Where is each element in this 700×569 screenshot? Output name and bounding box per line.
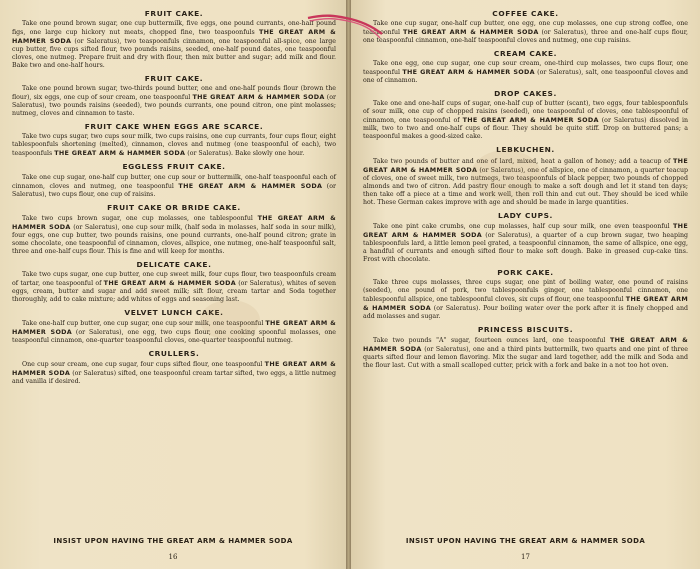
right-page (351, 0, 700, 569)
recipe-title: FRUIT CAKE. (144, 74, 204, 84)
recipe-text-segment: (or Saleratus), two cups flour, one cup of raisins. (12, 182, 336, 198)
left-page-number: 16 (168, 553, 178, 561)
recipe-text-segment: (or Saleratus), salt, one teaspoonful cloves and one of cinnamon. (363, 69, 688, 85)
recipe-text (363, 20, 688, 45)
recipe-title: COFFEE CAKE. (492, 9, 559, 18)
right-recipe-list (363, 10, 688, 370)
recipe-title: LADY CUPS. (498, 210, 553, 220)
recipe-text-segment: Take two cups sugar, two cups sour milk, two cups raisins, one cup currants, four cups flour, eight tablespoonfuls shortening (melted), cinnamon, cloves and nutmeg (one teaspoonful of each), two teaspoonfuls (12, 133, 336, 158)
recipe-text (363, 100, 688, 141)
brand-name: THE GREAT ARM & HAMMER SODA (363, 221, 688, 239)
brand-name: THE GREAT ARM & HAMMER SODA (462, 116, 599, 125)
recipe-text-segment: Take one cup sugar, one-half cup butter, one egg, one cup molasses, one cup strong coffee, one teaspoonful (363, 20, 688, 37)
recipe-text (12, 20, 336, 70)
recipe-title: EGGLESS FRUIT CAKE. (122, 162, 226, 172)
recipe-text-segment: (or Saleratus), one and a third pints buttermilk, two quarts and one pint of three quarts sifted flour and lemon flavoring. Mix the sugar and lard together, add the milk and Soda and the flour last. Cut with a small scalloped cutter, prick with a fork and bake in a not too hot oven. (363, 345, 688, 369)
recipe-text-segment: Take one pound brown sugar, one cup buttermilk, five eggs, one pound currants, one-half pound figs, one large cup hickory nut meats, chopped fine, two teaspoonfuls (12, 20, 336, 37)
recipe-text (12, 85, 336, 118)
recipe-text-segment: One cup sour cream, one cup sugar, four cups sifted flour, one teaspoonful (22, 361, 265, 369)
recipe-title: DELICATE CAKE. (136, 259, 212, 269)
recipe-text-segment: (or Saleratus), two pounds raisins (seeded), two pounds currants, one pound citron, one pint molasses; nutmeg, cloves and cinnamon to taste. (12, 94, 336, 118)
recipe-text-segment: (or Saleratus), one cup sour milk, (half soda in molasses, half soda in sour milk), four eggs, one cup butter, two pounds raisins, one pound currants, one-half pound citron; grate in some chocolate, one teaspoonful of cinnamon, cloves, allspice, one nutmeg, one-half teaspoonful salt, three and one-half cups flour. This is fine and will keep for months. (12, 223, 336, 255)
left-footer: INSIST UPON HAVING THE GREAT ARM & HAMMER SODA (53, 537, 293, 545)
recipe-text-segment: Take one and one-half cups of sugar, one-half cup of butter (scant), two eggs, four tablespoonfuls of sour milk, one cup of chopped raisins (seeded), one teaspoonful of cloves, one tablespoonful of cinnamon, one teaspoonful of (363, 100, 688, 125)
brand-name: THE GREAT ARM & HAMMER SODA (12, 360, 336, 378)
recipe-text-segment: Take one pint cake crumbs, one cup molasses, half cup sour milk, one even teaspoonful (373, 222, 674, 230)
recipe-title: DROP CAKES. (494, 89, 557, 99)
recipe-text (12, 360, 336, 386)
recipe-text (12, 174, 336, 199)
recipe-text (12, 319, 336, 345)
recipe-title: CRULLERS. (148, 348, 200, 358)
recipe-text-segment: Take two pounds "A" sugar, fourteen ounces lard, one teaspoonful (373, 336, 610, 344)
recipe-text-segment: (or Saleratus) sifted, one teaspoonful cream tartar sifted, two eggs, a little nutmeg and vanilla if desired. (12, 370, 336, 386)
recipe-text (363, 157, 688, 207)
brand-name: THE GREAT ARM & HAMMER SODA (402, 68, 535, 77)
brand-name: THE GREAT ARM & HAMMER SODA (12, 28, 337, 46)
recipe-text-segment: Take two cups brown sugar, one cup molasses, one tablespoonful (22, 214, 258, 222)
recipe-text-segment: (or Saleratus), two teaspoonfuls cinnamon, one teaspoonful all-spice, one large cup butter, five cups sifted flour, two pounds raisins, seeded, one-half pound dates, one teaspoonful cloves, one nutmeg. Prepare fruit and dry with flour, then mix butter and sugar; add milk and flour. Bake two and one-half hours. (12, 38, 336, 70)
recipe-text-segment: (or Saleratus). Bake slowly one hour. (185, 150, 305, 158)
brand-name: THE GREAT ARM & HAMMER SODA (363, 156, 688, 174)
recipe-text-segment: Take two cups sugar, one cup butter, one cup sweet milk, four cups flour, two teaspoonfuls cream of tartar, one teaspoonful of (12, 270, 336, 287)
recipe-text-segment: (or Saleratus), a quarter of a cup brown sugar, two heaping tablespoonfuls lard, a little lemon peel grated, a teaspoonful cinnamon, the same of allspice, one egg, a handful of currants and enough sifted flour to make soft dough. Bake in greased cup-cake tins. Frost with chocolate. (363, 231, 688, 263)
recipe-text (363, 336, 688, 370)
recipe-text-segment: Take three cups molasses, three cups sugar, one pint of boiling water, one pound of raisins (seeded), one pound of pork, two tablespoonfuls ginger, one tablespoonful cinnamon, one tablespoonful allspice, one tablespoonful cloves, six cups of flour, one teaspoonful (363, 278, 688, 303)
recipe-title: LEBKUCHEN. (496, 145, 555, 155)
left-recipe-list (12, 10, 336, 386)
recipe-text-segment: (or Saleratus), one egg, two cups flour, one cooking spoonful molasses, one teaspoonful cinnamon, one-quarter teaspoonful cloves, one-quarter teaspoonful nutmeg. (12, 328, 336, 344)
brand-name: THE GREAT ARM & HAMMER SODA (192, 93, 325, 102)
right-footer: INSIST UPON HAVING THE GREAT ARM & HAMMER SODA (405, 537, 646, 545)
recipe-text-segment: Take two pounds of butter and one of lard, mixed, heat a gallon of honey; add a teacup of (373, 157, 674, 165)
recipe-text (12, 214, 336, 256)
brand-name: THE GREAT ARM & HAMMER SODA (178, 181, 323, 190)
recipe-title: PORK CAKE. (497, 267, 554, 277)
brand-name: THE GREAT ARM & HAMMER SODA (402, 28, 539, 37)
recipe-text-segment: (or Saleratus). Pour boiling water over the pork after it is finely chopped and add molasses and sugar. (363, 304, 688, 320)
brand-name: THE GREAT ARM & HAMMER SODA (103, 278, 236, 287)
recipe-text (12, 133, 336, 158)
binding-thread (306, 12, 384, 42)
brand-name: THE GREAT ARM & HAMMER SODA (363, 335, 688, 353)
recipe-title: FRUIT CAKE OR BRIDE CAKE. (107, 202, 241, 212)
recipe-title: FRUIT CAKE WHEN EGGS ARE SCARCE. (84, 122, 264, 132)
recipe-text-segment: (or Saleratus), three and one-half cups flour, one teaspoonful cinnamon, one-half teaspoonful cloves and nutmeg, one cup raisins. (363, 29, 689, 45)
brand-name: THE GREAT ARM & HAMMER SODA (363, 294, 688, 312)
brand-name: THE GREAT ARM & HAMMER SODA (54, 149, 186, 158)
recipe-title: VELVET LUNCH CAKE. (124, 307, 224, 317)
recipe-text-segment: (or Saleratus) dissolved in milk, two to two and one-half cups of flour. They should be quite stiff. Drop on buttered pans; a teaspoonful makes a good-sized cake. (363, 117, 688, 141)
recipe-text (363, 222, 688, 264)
recipe-title: CREAM CAKE. (493, 49, 558, 59)
brand-name: THE GREAT ARM & HAMMER SODA (12, 318, 336, 336)
brand-name: THE GREAT ARM & HAMMER SODA (12, 213, 337, 231)
recipe-text-segment: (or Saleratus), one of allspice, one of cinnamon, a quarter teacup of cloves, one of sweet milk, two nutmegs, two teaspoonfuls of black pepper, two pounds of chopped almonds and two of citron. Add pastry flour enough to make a soft dough and let it stand ten days; then take off a piece at a time and work well, then roll thin and cut out. They should be iced while hot. These German cakes improve with age and should be made in large quantities. (363, 166, 688, 206)
recipe-text-segment: Take one cup sugar, one-half cup butter, one cup sour or buttermilk, one-half teaspoonful each of cinnamon, cloves and nutmeg, one teaspoonful (12, 173, 336, 190)
right-page-number: 17 (521, 553, 530, 561)
recipe-text (363, 60, 688, 85)
recipe-text-segment: Take one-half cup butter, one cup sugar, one cup sour milk, one teaspoonful (22, 319, 266, 327)
recipe-text-segment: Take one pound brown sugar, two-thirds pound butter, one and one-half pounds flour (brown the flour), six eggs, one cup of sour cream, one teaspoonful (12, 85, 336, 102)
recipe-text-segment: Take one egg, one cup sugar, one cup sour cream, one-third cup molasses, two cups flour, one teaspoonful (363, 60, 688, 77)
recipe-text (363, 279, 688, 321)
recipe-title: PRINCESS BISCUITS. (477, 324, 574, 334)
recipe-text (12, 271, 336, 304)
left-page (0, 0, 346, 569)
recipe-title: FRUIT CAKE. (144, 9, 204, 18)
recipe-text-segment: (or Saleratus), whites of seven eggs, cream, butter and sugar and add sweet milk; sift flour, cream tartar and Soda together thoroughly, add to cake mixture; add whites of eggs and seasoning last. (12, 279, 336, 303)
